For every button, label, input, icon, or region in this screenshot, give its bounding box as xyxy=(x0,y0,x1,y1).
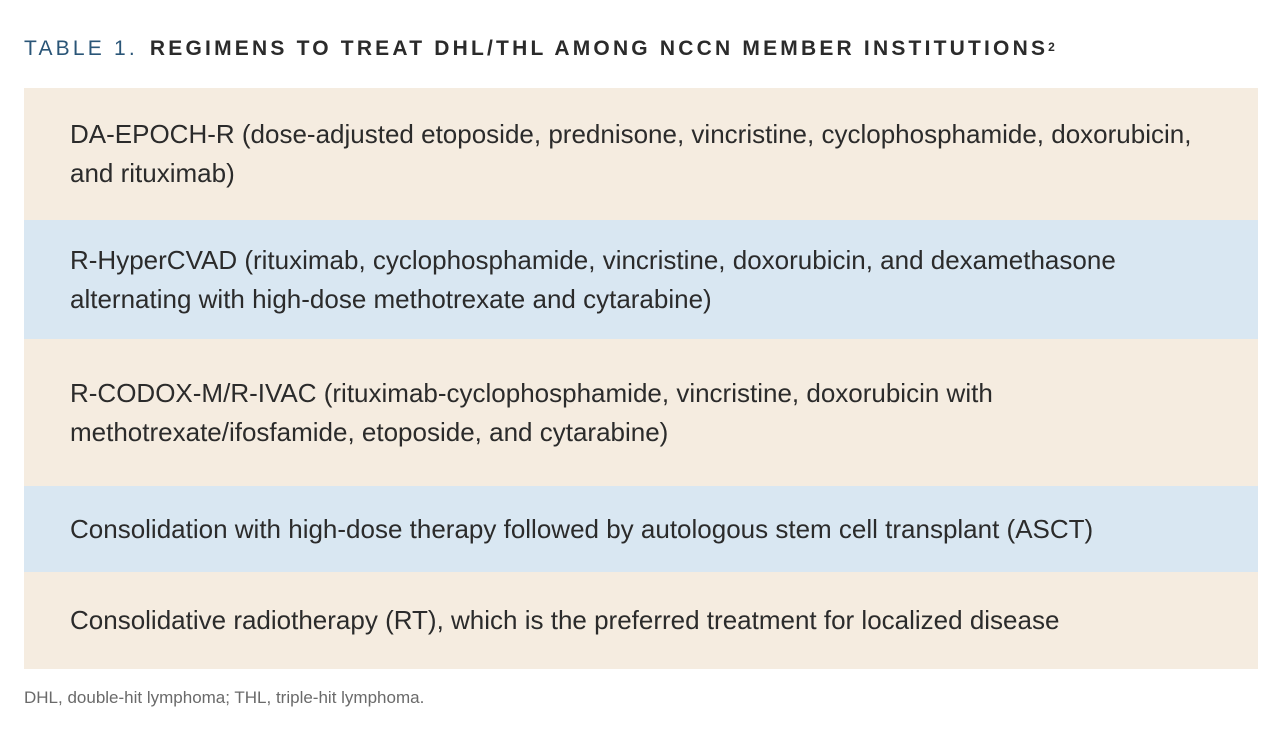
table-row xyxy=(24,486,1258,572)
regimen-text: DA-EPOCH-R (dose-adjusted etoposide, prednisone, vincristine, cyclophosphamide, doxorubicin, and rituximab) xyxy=(70,119,1192,188)
table-row xyxy=(24,88,1258,220)
table-title-label: REGIMENS TO TREAT DHL/THL AMONG NCCN MEMBER INSTITUTIONS xyxy=(149,37,1049,60)
table-row xyxy=(24,572,1258,669)
regimen-text: Consolidation with high-dose therapy followed by autologous stem cell transplant (ASCT) xyxy=(70,513,1094,544)
table-footnote: DHL, double-hit lymphoma; THL, triple-hit lymphoma. xyxy=(24,688,425,707)
regimen-text: Consolidative radiotherapy (RT), which is the preferred treatment for localized disease xyxy=(70,605,1060,635)
table-row xyxy=(24,339,1258,486)
regimen-text: R-CODOX-M/R-IVAC (rituximab-cyclophosphamide, vincristine, doxorubicin with methotrexate/ifosfamide, etoposide, and cytarabine) xyxy=(70,377,993,447)
table-title-text xyxy=(150,37,1055,60)
reference-superscript: 2 xyxy=(1048,40,1055,54)
table-title xyxy=(24,36,1055,62)
table-number: TABLE 1. xyxy=(24,37,138,60)
table-row xyxy=(24,220,1258,339)
regimens-table xyxy=(24,88,1258,669)
regimen-text: R-HyperCVAD (rituximab, cyclophosphamide, vincristine, doxorubicin, and dexamethasone alternating with high-dose methotrexate and cytarabine) xyxy=(70,244,1116,314)
